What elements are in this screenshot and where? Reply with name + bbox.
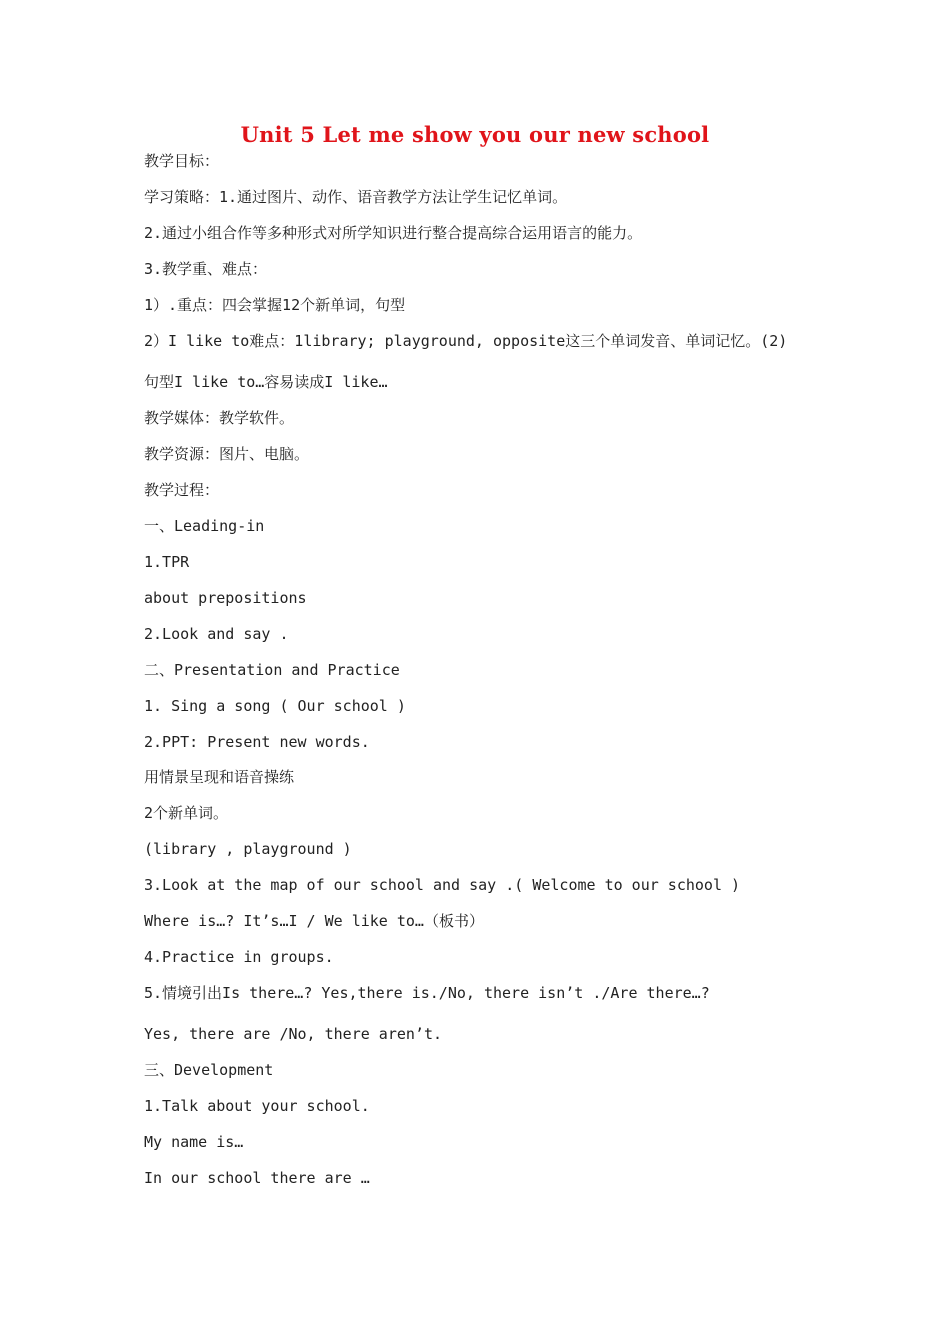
- text-line: Where is…? It’s…I / We like to…（板书）: [144, 912, 484, 930]
- text-line: 教学媒体：教学软件。: [144, 409, 295, 427]
- text-line: 2.Look and say .: [144, 625, 289, 643]
- text-line: 1. Sing a song ( Our school ): [144, 697, 406, 715]
- text-line: about prepositions: [144, 589, 307, 607]
- text-line: 5.情境引出Is there…? Yes,there is./No, there isn’t ./Are there…?: [144, 984, 710, 1002]
- text-line: 1）.重点：四会掌握12个新单词，句型: [144, 296, 406, 314]
- text-line: (library , playground ): [144, 840, 352, 858]
- text-line: 教学过程：: [144, 481, 220, 499]
- text-line: 2个新单词。: [144, 804, 229, 822]
- text-line: 句型I like to…容易读成I like…: [144, 373, 388, 391]
- section-heading: 一、Leading-in: [144, 517, 265, 535]
- text-line: 教学目标：: [144, 152, 220, 170]
- text-line: 2.PPT: Present new words.: [144, 733, 370, 751]
- text-line: In our school there are …: [144, 1169, 370, 1187]
- text-line: 2）I like to难点：1library; playground, opposite这三个单词发音、单词记忆。(2): [144, 332, 788, 350]
- text-line: 3.教学重、难点：: [144, 260, 268, 278]
- text-line: Yes, there are /No, there aren’t.: [144, 1025, 443, 1043]
- text-line: 学习策略：1.通过图片、动作、语音教学方法让学生记忆单词。: [144, 188, 568, 206]
- section-heading: 二、Presentation and Practice: [144, 661, 400, 679]
- text-line: 教学资源：图片、电脑。: [144, 445, 310, 463]
- text-line: 用情景呈现和语音操练: [144, 768, 295, 786]
- section-heading: 三、Development: [144, 1061, 274, 1079]
- text-line: 3.Look at the map of our school and say .( Welcome to our school ): [144, 876, 741, 894]
- text-line: 2.通过小组合作等多种形式对所学知识进行整合提高综合运用语言的能力。: [144, 224, 643, 242]
- text-line: 4.Practice in groups.: [144, 948, 334, 966]
- document-title: Unit 5 Let me show you our new school: [240, 122, 710, 147]
- text-line: 1.TPR: [144, 553, 190, 571]
- text-line: My name is…: [144, 1133, 244, 1151]
- text-line: 1.Talk about your school.: [144, 1097, 370, 1115]
